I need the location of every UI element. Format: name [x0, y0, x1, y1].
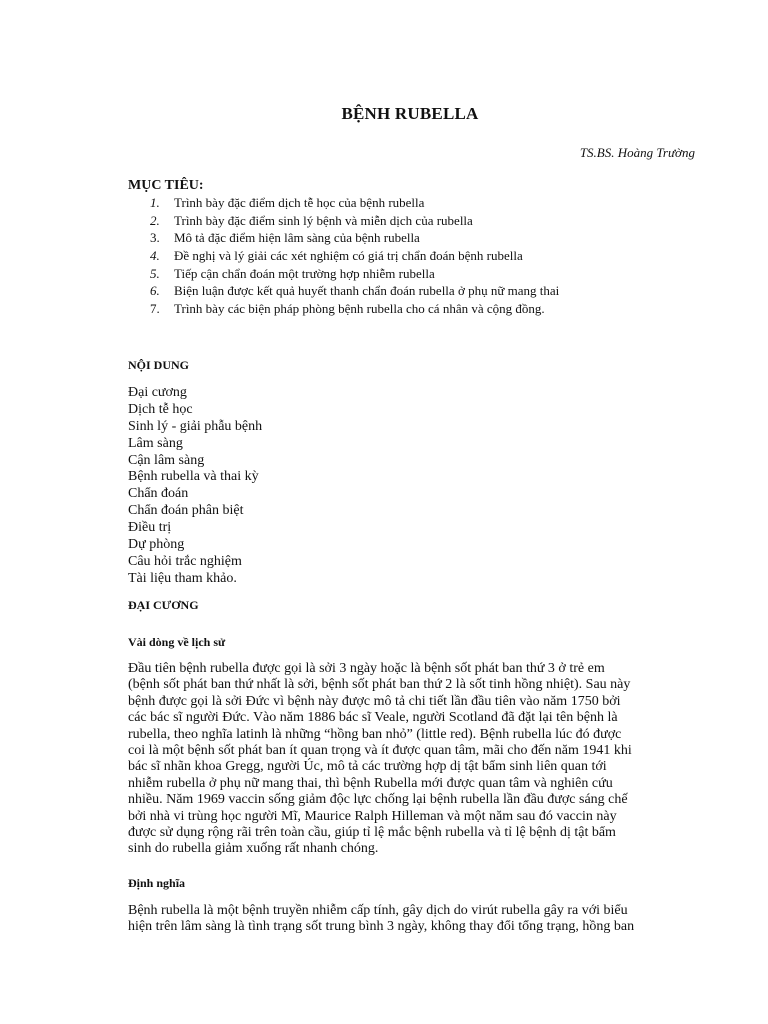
content-list-item: Dự phòng: [128, 537, 185, 553]
content-list-item: Câu hỏi trắc nghiệm: [128, 553, 242, 569]
paragraph-line: coi là một bệnh sốt phát ban ít quan trọng và ít được quan tâm, mãi cho đến năm 1941 khi: [128, 742, 632, 758]
paragraph-line: rubella, theo nghĩa latinh là những “hồng ban nhỏ” (little red). Bệnh rubella lúc đó được: [128, 726, 622, 742]
content-heading: NỘI DUNG: [128, 358, 190, 372]
content-list-item: Đại cương: [128, 385, 187, 400]
content-list-item: Sinh lý - giải phẫu bệnh: [128, 418, 263, 434]
objective-item: [150, 282, 559, 300]
objective-number: 1.: [150, 195, 160, 210]
content-list-item: Chẩn đoán phân biệt: [128, 503, 244, 519]
paragraph-line: các bác sĩ người Đức. Vào năm 1886 bác sĩ Veale, người Scotland đã đặt lại tên bệnh là: [128, 710, 618, 726]
paragraph-line: hiện trên lâm sàng là tình trạng sốt trung bình 3 ngày, không thay đổi tổng trạng, hồng ban: [128, 919, 635, 935]
objective-item: [150, 300, 559, 318]
history-heading: Vài dòng về lịch sử: [128, 635, 226, 649]
objective-number: 6.: [150, 283, 160, 299]
definition-heading: Định nghĩa: [128, 876, 186, 890]
author-line: TS.BS. Hoàng Trường: [579, 145, 695, 160]
paragraph-line: nhiễm rubella ở phụ nữ mang thai, thì bệnh Rubella mới được quan tâm và nghiên cứu: [128, 775, 613, 791]
paragraph-line: được sử dụng rộng rãi trên toàn cầu, giúp tỉ lệ mắc bệnh rubella và tỉ lệ bệnh dị tật bẩm: [128, 824, 616, 840]
content-list-item: Cận lâm sàng: [128, 452, 205, 468]
objective-item: [150, 247, 559, 265]
content-list-item: Chẩn đoán: [128, 486, 189, 502]
page-title: BỆNH RUBELLA: [341, 104, 479, 123]
objective-item: [150, 212, 559, 230]
paragraph-line: nhiều. Năm 1969 vaccin sống giảm độc lực chống lại bệnh rubella lần đầu được sáng chế: [128, 792, 628, 808]
content-list-item: Dịch tễ học: [128, 401, 193, 417]
paragraph-line: sinh do rubella giảm xuống rất nhanh chóng.: [128, 841, 379, 857]
objective-number: 2.: [150, 212, 160, 228]
objectives-list: [150, 194, 559, 318]
objective-number: 4.: [150, 248, 160, 264]
objective-number: 5.: [150, 265, 160, 281]
content-list: [128, 385, 262, 588]
objective-text: Đề nghị và lý giải các xét nghiệm có giá trị chẩn đoán bệnh rubella: [174, 248, 523, 264]
objective-item: [150, 265, 559, 283]
definition-paragraph: [128, 903, 728, 936]
content-list-item: Tài liệu tham khảo.: [128, 570, 237, 586]
objective-text: Mô tả đặc điểm hiện lâm sàng của bệnh rubella: [174, 230, 420, 246]
section-heading-dai-cuong: ĐẠI CƯƠNG: [128, 598, 199, 612]
paragraph-line: bởi nhà vi trùng học người Mĩ, Maurice Ralph Hilleman và một năm sau đó vaccin này: [128, 808, 617, 824]
paragraph-line: bệnh được gọi là sởi Đức vì bệnh này được mô tả chi tiết lần đầu tiên vào năm 1750 bởi: [128, 693, 621, 709]
objective-item: [150, 229, 559, 247]
objective-text: Tiếp cận chẩn đoán một trường hợp nhiễm rubella: [174, 265, 435, 281]
paragraph-line: bác sĩ nhãn khoa Gregg, người Úc, mô tả các trường hợp dị tật bẩm sinh liên quan tới: [128, 759, 607, 775]
objective-text: Trình bày đặc điểm sinh lý bệnh và miễn dịch của rubella: [174, 212, 473, 228]
objectives-heading: MỤC TIÊU:: [128, 178, 204, 193]
objective-number: 3.: [150, 230, 160, 246]
objective-text: Trình bày đặc điểm dịch tễ học của bệnh rubella: [174, 195, 425, 210]
paragraph-line: Đầu tiên bệnh rubella được gọi là sởi 3 ngày hoặc là bệnh sốt phát ban thứ 3 ở trẻ em: [128, 661, 605, 676]
objective-item: [150, 194, 559, 212]
history-paragraph: [128, 661, 728, 858]
objective-text: Trình bày các biện pháp phòng bệnh rubella cho cá nhân và cộng đồng.: [174, 301, 545, 317]
content-list-item: Lâm sàng: [128, 435, 183, 451]
content-list-item: Điều trị: [128, 520, 172, 536]
objective-number: 7.: [150, 301, 160, 317]
content-list-item: Bệnh rubella và thai kỳ: [128, 469, 259, 485]
objective-text: Biện luận được kết quả huyết thanh chẩn đoán rubella ở phụ nữ mang thai: [174, 283, 560, 299]
paragraph-line: Bệnh rubella là một bệnh truyền nhiễm cấp tính, gây dịch do virút rubella gây ra với biểu: [128, 903, 628, 918]
paragraph-line: (bệnh sốt phát ban thứ nhất là sởi, bệnh sốt phát ban thứ 2 là sốt tinh hồng nhiệt). Sau này: [128, 677, 631, 693]
